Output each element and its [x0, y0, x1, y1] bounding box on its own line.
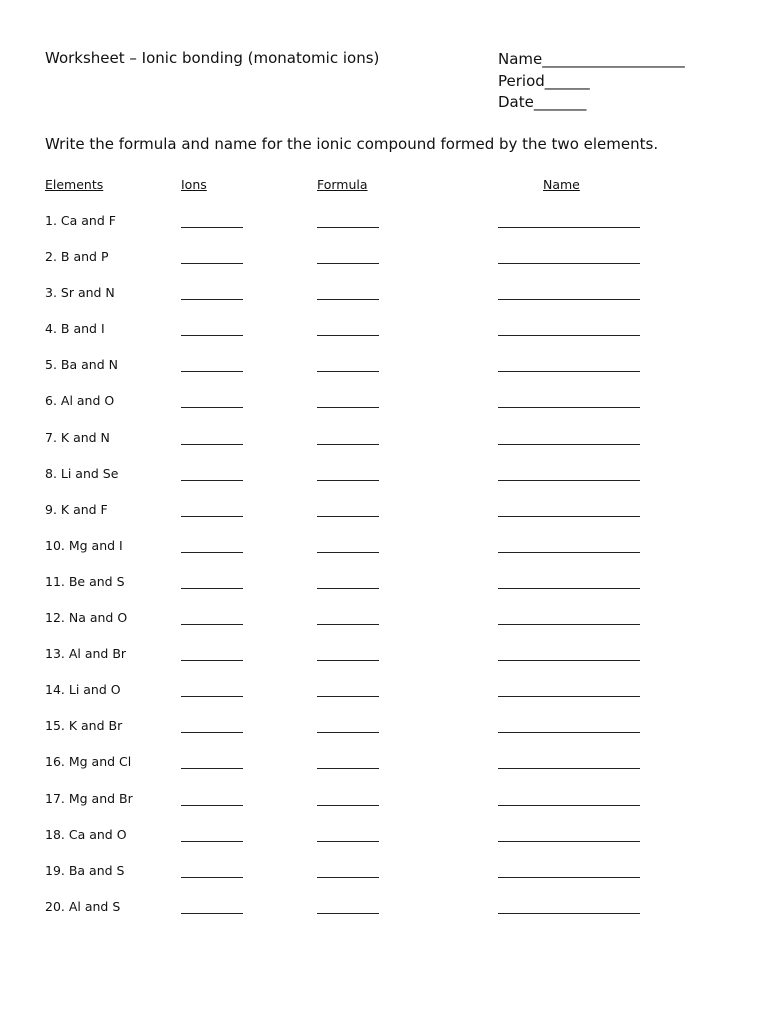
question-row — [0, 285, 770, 321]
name-answer-blank[interactable] — [498, 660, 640, 661]
question-row — [0, 899, 770, 935]
formula-answer-blank[interactable] — [317, 841, 379, 842]
question-row — [0, 502, 770, 538]
period-field[interactable]: Period______ — [498, 71, 590, 90]
question-row — [0, 791, 770, 827]
question-elements: 6. Al and O — [45, 393, 115, 409]
question-row — [0, 321, 770, 357]
ions-answer-blank[interactable] — [181, 877, 243, 878]
formula-answer-blank[interactable] — [317, 263, 379, 264]
question-elements: 10. Mg and I — [45, 537, 123, 553]
question-row — [0, 466, 770, 502]
question-row — [0, 827, 770, 863]
ions-answer-blank[interactable] — [181, 480, 243, 481]
formula-answer-blank[interactable] — [317, 335, 379, 336]
question-row — [0, 610, 770, 646]
column-header-name: Name — [543, 177, 580, 192]
ions-answer-blank[interactable] — [181, 660, 243, 661]
question-row — [0, 863, 770, 899]
ions-answer-blank[interactable] — [181, 299, 243, 300]
formula-answer-blank[interactable] — [317, 913, 379, 914]
formula-answer-blank[interactable] — [317, 732, 379, 733]
name-answer-blank[interactable] — [498, 877, 640, 878]
ions-answer-blank[interactable] — [181, 732, 243, 733]
question-elements: 5. Ba and N — [45, 357, 118, 373]
ions-answer-blank[interactable] — [181, 841, 243, 842]
student-info — [498, 49, 685, 114]
question-elements: 1. Ca and F — [45, 213, 116, 228]
question-elements: 18. Ca and O — [45, 826, 127, 842]
question-row — [0, 538, 770, 574]
formula-answer-blank[interactable] — [317, 696, 379, 697]
ions-answer-blank[interactable] — [181, 227, 243, 228]
formula-answer-blank[interactable] — [317, 299, 379, 300]
question-list — [0, 213, 770, 935]
question-row — [0, 213, 770, 249]
ions-answer-blank[interactable] — [181, 444, 243, 445]
name-answer-blank[interactable] — [498, 841, 640, 842]
instructions: Write the formula and name for the ionic compound formed by the two elements. — [45, 135, 659, 153]
formula-answer-blank[interactable] — [317, 624, 379, 625]
name-answer-blank[interactable] — [498, 371, 640, 372]
name-field[interactable]: Name___________________ — [498, 50, 685, 68]
question-row — [0, 430, 770, 466]
question-elements: 9. K and F — [45, 501, 108, 517]
question-elements: 12. Na and O — [45, 610, 128, 626]
ions-answer-blank[interactable] — [181, 263, 243, 264]
question-row — [0, 357, 770, 393]
question-row — [0, 574, 770, 610]
column-header-ions: Ions — [181, 177, 207, 192]
question-elements: 15. K and Br — [45, 718, 123, 734]
question-elements: 19. Ba and S — [45, 862, 125, 878]
ions-answer-blank[interactable] — [181, 588, 243, 589]
ions-answer-blank[interactable] — [181, 913, 243, 914]
name-answer-blank[interactable] — [498, 335, 640, 336]
question-row — [0, 393, 770, 429]
formula-answer-blank[interactable] — [317, 480, 379, 481]
question-elements: 20. Al and S — [45, 898, 121, 914]
name-answer-blank[interactable] — [498, 516, 640, 517]
name-answer-blank[interactable] — [498, 768, 640, 769]
formula-answer-blank[interactable] — [317, 877, 379, 878]
formula-answer-blank[interactable] — [317, 227, 379, 228]
ions-answer-blank[interactable] — [181, 516, 243, 517]
question-elements: 16. Mg and Cl — [45, 754, 132, 770]
question-row — [0, 646, 770, 682]
name-answer-blank[interactable] — [498, 444, 640, 445]
name-answer-blank[interactable] — [498, 588, 640, 589]
name-answer-blank[interactable] — [498, 732, 640, 733]
question-elements: 17. Mg and Br — [45, 790, 133, 806]
name-answer-blank[interactable] — [498, 696, 640, 697]
formula-answer-blank[interactable] — [317, 768, 379, 769]
name-answer-blank[interactable] — [498, 299, 640, 300]
question-elements: 11. Be and S — [45, 573, 125, 589]
worksheet-title: Worksheet – Ionic bonding (monatomic ions) — [45, 49, 380, 67]
ions-answer-blank[interactable] — [181, 407, 243, 408]
name-answer-blank[interactable] — [498, 480, 640, 481]
question-row — [0, 249, 770, 285]
formula-answer-blank[interactable] — [317, 805, 379, 806]
formula-answer-blank[interactable] — [317, 407, 379, 408]
name-answer-blank[interactable] — [498, 552, 640, 553]
name-answer-blank[interactable] — [498, 263, 640, 264]
question-elements: 13. Al and Br — [45, 646, 127, 662]
question-elements: 7. K and N — [45, 429, 110, 445]
question-elements: 4. B and I — [45, 321, 105, 337]
name-answer-blank[interactable] — [498, 227, 640, 228]
ions-answer-blank[interactable] — [181, 371, 243, 372]
question-elements: 14. Li and O — [45, 682, 121, 698]
column-header-elements: Elements — [45, 177, 104, 192]
ions-answer-blank[interactable] — [181, 335, 243, 336]
ions-answer-blank[interactable] — [181, 805, 243, 806]
formula-answer-blank[interactable] — [317, 516, 379, 517]
formula-answer-blank[interactable] — [317, 660, 379, 661]
name-answer-blank[interactable] — [498, 805, 640, 806]
question-elements: 3. Sr and N — [45, 285, 115, 301]
formula-answer-blank[interactable] — [317, 552, 379, 553]
formula-answer-blank[interactable] — [317, 371, 379, 372]
ions-answer-blank[interactable] — [181, 768, 243, 769]
column-header-formula: Formula — [317, 177, 368, 192]
ions-answer-blank[interactable] — [181, 624, 243, 625]
ions-answer-blank[interactable] — [181, 696, 243, 697]
question-row — [0, 682, 770, 718]
question-elements: 8. Li and Se — [45, 465, 119, 481]
question-row — [0, 754, 770, 790]
formula-answer-blank[interactable] — [317, 588, 379, 589]
name-answer-blank[interactable] — [498, 913, 640, 914]
ions-answer-blank[interactable] — [181, 552, 243, 553]
formula-answer-blank[interactable] — [317, 444, 379, 445]
name-answer-blank[interactable] — [498, 407, 640, 408]
question-row — [0, 718, 770, 754]
question-elements: 2. B and P — [45, 249, 109, 265]
name-answer-blank[interactable] — [498, 624, 640, 625]
date-field[interactable]: Date_______ — [498, 93, 587, 111]
